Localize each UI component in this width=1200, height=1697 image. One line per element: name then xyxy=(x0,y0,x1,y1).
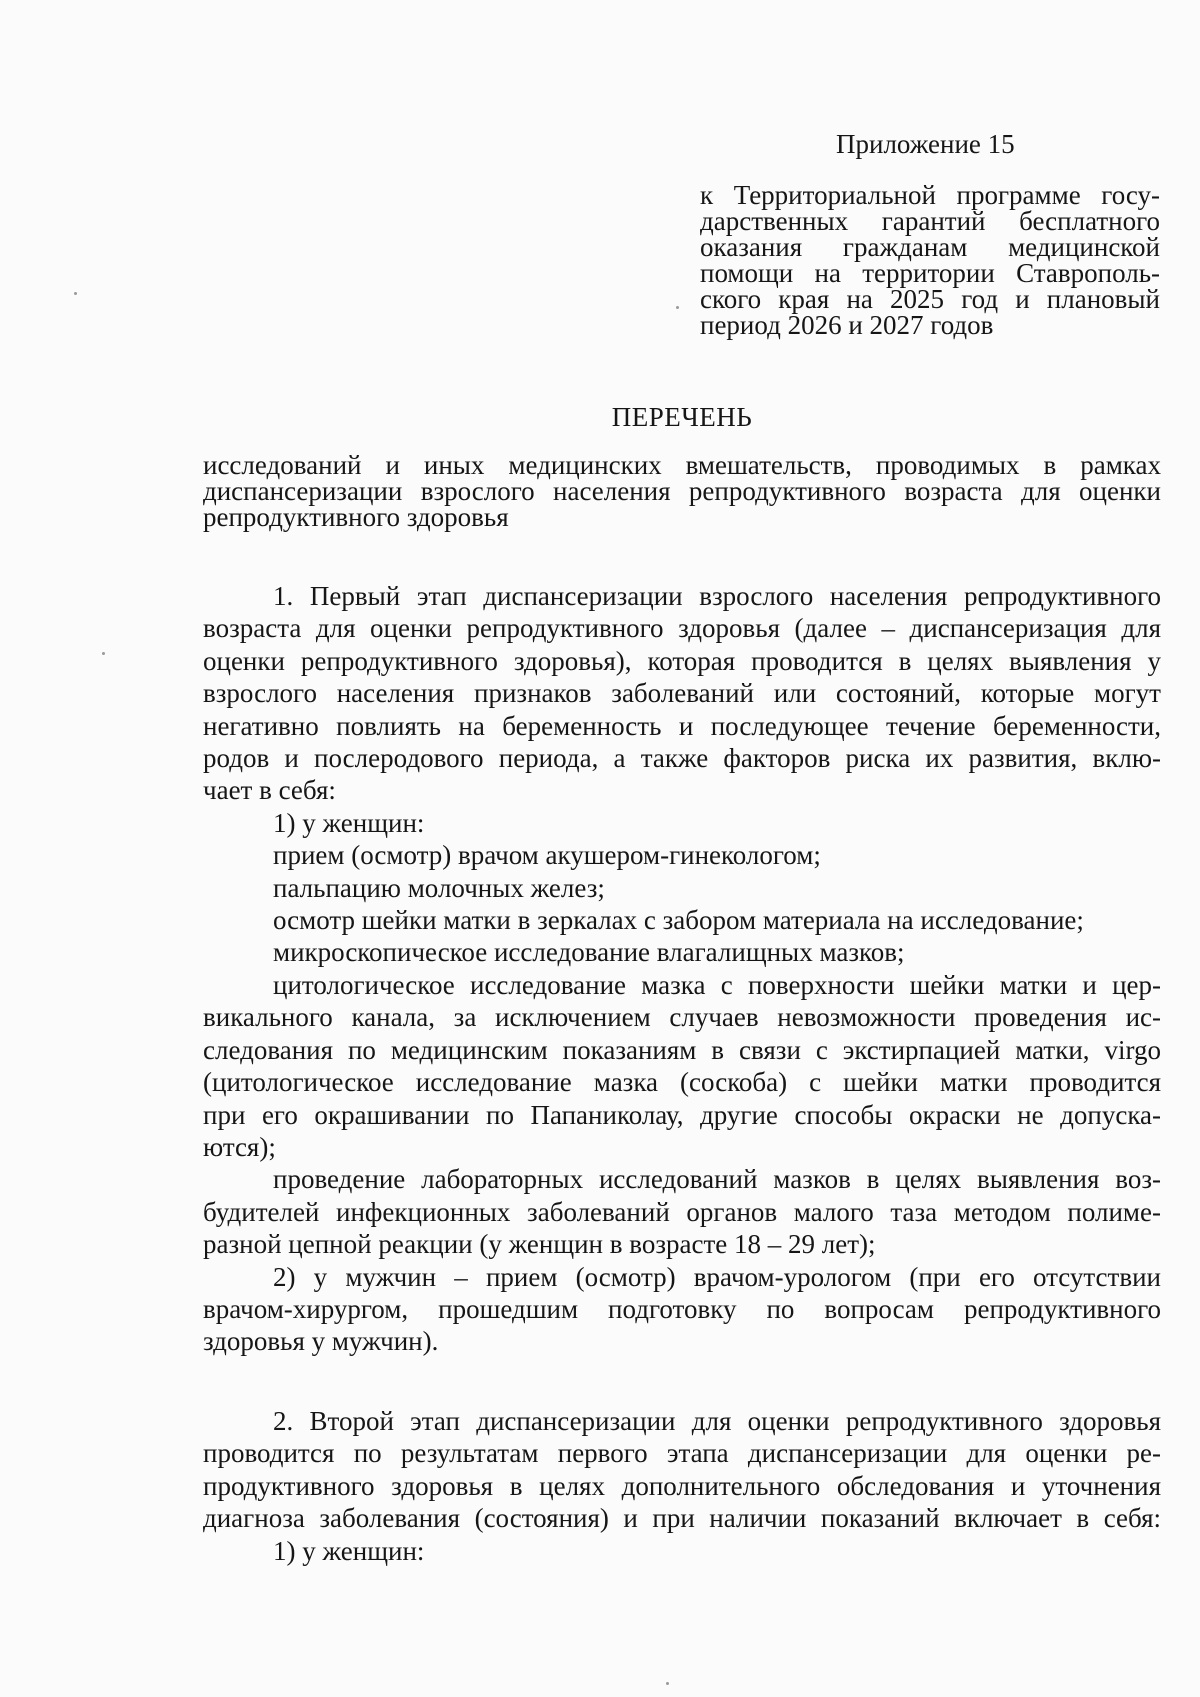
list-item: осмотр шейки матки в зеркалах с забором материала на исследование; xyxy=(273,905,1084,936)
paragraph-line: (цитологическое исследование мазка (соскоба) с шейки матки проводится xyxy=(203,1067,1161,1098)
paragraph-line: проводится по результатам первого этапа диспансеризации для оценки ре- xyxy=(203,1438,1161,1469)
paragraph-line: продуктивного здоровья в целях дополнительного обследования и уточнения xyxy=(203,1470,1161,1501)
scan-speck xyxy=(666,1682,669,1685)
scan-speck xyxy=(74,292,77,295)
list-item: микроскопическое исследование влагалищных мазков; xyxy=(273,937,905,968)
appendix-line: оказания гражданам медицинской xyxy=(700,232,1160,262)
paragraph-line: викального канала, за исключением случаев невозможности проведения ис- xyxy=(203,1002,1161,1033)
list-heading: 1) у женщин: xyxy=(273,807,425,838)
paragraph-line: чает в себя: xyxy=(203,775,336,806)
paragraph-line: взрослого населения признаков заболеваний или состояний, которые могут xyxy=(203,678,1161,709)
paragraph-line: 2) у мужчин – прием (осмотр) врачом-урологом (при его отсутствии xyxy=(273,1261,1161,1292)
list-item: прием (осмотр) врачом акушером-гинекологом; xyxy=(273,840,821,871)
appendix-line: ского края на 2025 год и плановый xyxy=(700,284,1160,314)
paragraph-line: родов и послеродового периода, а также факторов риска их развития, вклю- xyxy=(203,743,1161,774)
appendix-line: дарственных гарантий бесплатного xyxy=(700,206,1160,236)
heading-subtitle-line: репродуктивного здоровья xyxy=(203,502,509,532)
paragraph-line: здоровья у мужчин). xyxy=(203,1326,439,1357)
paragraph-line: будителей инфекционных заболеваний органов малого таза методом полиме- xyxy=(203,1196,1161,1227)
appendix-line: к Территориальной программе госу- xyxy=(700,180,1160,210)
paragraph-line: диагноза заболевания (состояния) и при наличии показаний включает в себя: xyxy=(203,1503,1161,1534)
appendix-line: помощи на территории Ставрополь- xyxy=(700,258,1160,288)
paragraph-line: при его окрашивании по Папаниколау, другие способы окраски не допуска- xyxy=(203,1099,1161,1130)
section-first-stage xyxy=(203,580,1161,1358)
appendix-title: Приложение 15 xyxy=(836,129,1015,159)
list-heading: 1) у женщин: xyxy=(273,1535,425,1566)
list-item: пальпацию молочных желез; xyxy=(273,872,605,903)
paragraph-line: следования по медицинским показаниям в связи с экстирпацией матки, virgo xyxy=(203,1034,1161,1065)
heading-subtitle-line: диспансеризации взрослого населения репродуктивного возраста для оценки xyxy=(203,476,1161,506)
document-heading: ПЕРЕЧЕНЬ xyxy=(611,402,753,432)
scan-speck xyxy=(676,306,679,309)
section-second-stage xyxy=(203,1405,1161,1567)
paragraph-line: негативно повлиять на беременность и последующее течение беременности, xyxy=(203,710,1161,741)
heading-subtitle-line: исследований и иных медицинских вмешательств, проводимых в рамках xyxy=(203,450,1161,480)
paragraph-line: возраста для оценки репродуктивного здоровья (далее – диспансеризация для xyxy=(203,613,1161,644)
paragraph-line: 2. Второй этап диспансеризации для оценки репродуктивного здоровья xyxy=(273,1406,1161,1436)
paragraph-line: 1. Первый этап диспансеризации взрослого населения репродуктивного xyxy=(273,581,1161,611)
scan-speck xyxy=(102,652,105,655)
paragraph-line: проведение лабораторных исследований мазков в целях выявления воз- xyxy=(273,1164,1161,1195)
paragraph-line: цитологическое исследование мазка с поверхности шейки матки и цер- xyxy=(273,969,1161,1000)
heading-subtitle xyxy=(203,452,1161,530)
paragraph-line: оценки репродуктивного здоровья), которая проводится в целях выявления у xyxy=(203,645,1161,676)
paragraph-line: врачом-хирургом, прошедшим подготовку по вопросам репродуктивного xyxy=(203,1293,1161,1324)
paragraph-line: ются); xyxy=(203,1131,276,1162)
appendix-line: период 2026 и 2027 годов xyxy=(700,310,994,340)
appendix-reference xyxy=(700,182,1160,338)
paragraph-line: разной цепной реакции (у женщин в возрасте 18 – 29 лет); xyxy=(203,1229,876,1260)
